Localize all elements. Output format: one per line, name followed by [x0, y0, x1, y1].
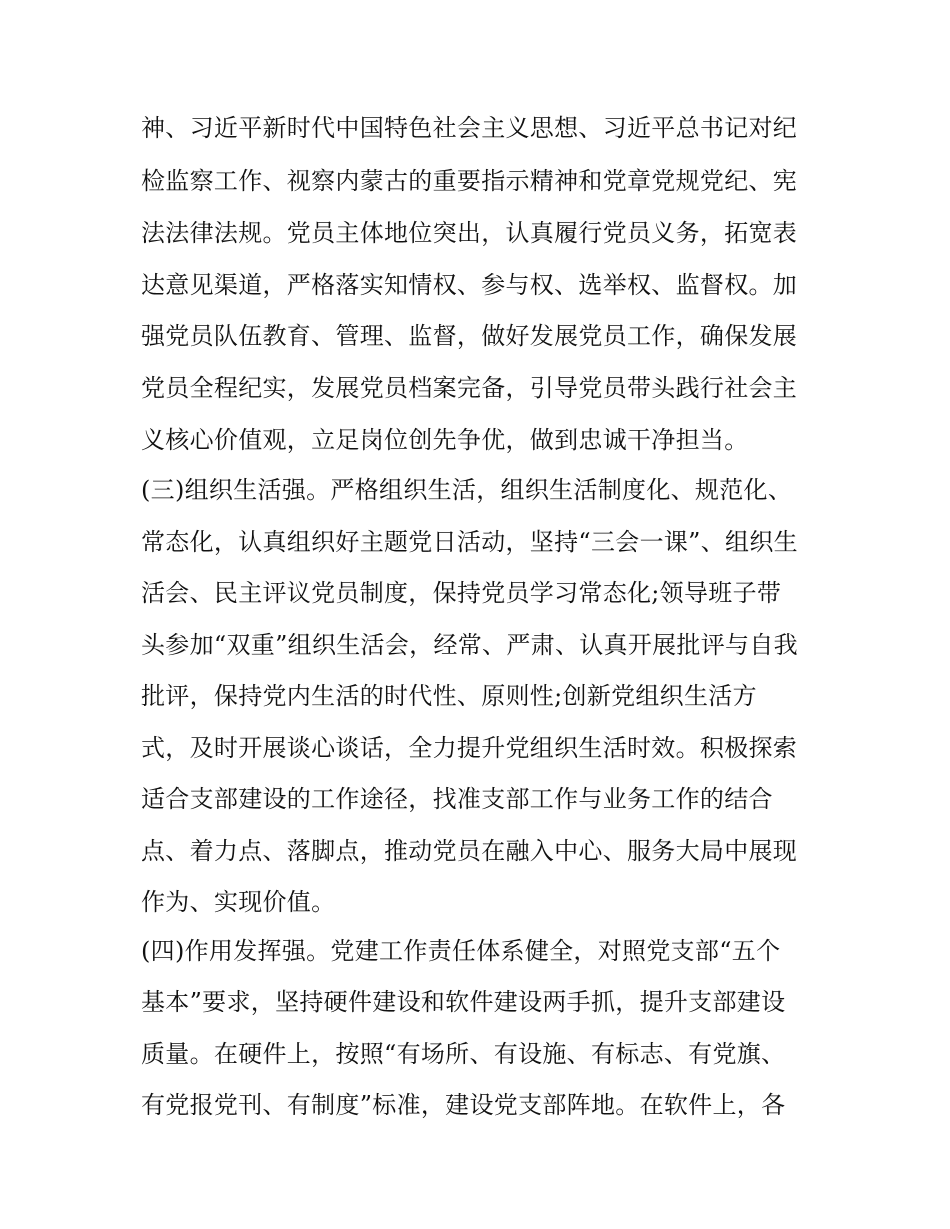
text-line: 头参加“双重”组织生活会，经常、严肃、认真开展批评与自我 [141, 631, 798, 659]
text-line: 有党报党刊、有制度”标准，建设党支部阵地。在软件上，各 [141, 1091, 786, 1119]
text-line: 法法律法规。党员主体地位突出，认真履行党员义务，拓宽表 [141, 219, 798, 247]
text-line: 作为、实现价值。 [141, 888, 336, 916]
text-line: 基本”要求，坚持硬件建设和软件建设两手抓，提升支部建设 [141, 988, 786, 1016]
text-line: 常态化，认真组织好主题党日活动，坚持“三会一课”、组织生 [141, 528, 798, 556]
text-line: 适合支部建设的工作途径，找准支部工作与业务工作的结合 [141, 785, 773, 813]
text-line: 式，及时开展谈心谈话，全力提升党组织生活时效。积极探索 [141, 734, 798, 762]
text-line: 活会、民主评议党员制度，保持党员学习常态化;领导班子带 [141, 579, 782, 607]
text-line: 义核心价值观，立足岗位创先争优，做到忠诚干净担当。 [141, 426, 749, 454]
text-line: 点、着力点、落脚点，推动党员在融入中心、服务大局中展现 [141, 837, 798, 865]
text-line: 批评，保持党内生活的时代性、原则性;创新党组织生活方 [141, 682, 757, 710]
text-line: 强党员队伍教育、管理、监督，做好发展党员工作，确保发展 [141, 322, 798, 350]
text-line: 神、习近平新时代中国特色社会主义思想、习近平总书记对纪 [141, 114, 798, 142]
text-line: 质量。在硬件上，按照“有场所、有设施、有标志、有党旗、 [141, 1040, 786, 1068]
text-line: 检监察工作、视察内蒙古的重要指示精神和党章党规党纪、宪 [141, 167, 798, 195]
text-line: 党员全程纪实，发展党员档案完备，引导党员带头践行社会主 [141, 374, 798, 402]
text-line: 达意见渠道，严格落实知情权、参与权、选举权、监督权。加 [141, 271, 798, 299]
section-heading-line: (三)组织生活强。严格组织生活，组织生活制度化、规范化、 [141, 476, 793, 504]
section-heading-line: (四)作用发挥强。党建工作责任体系健全，对照党支部“五个 [141, 937, 781, 965]
